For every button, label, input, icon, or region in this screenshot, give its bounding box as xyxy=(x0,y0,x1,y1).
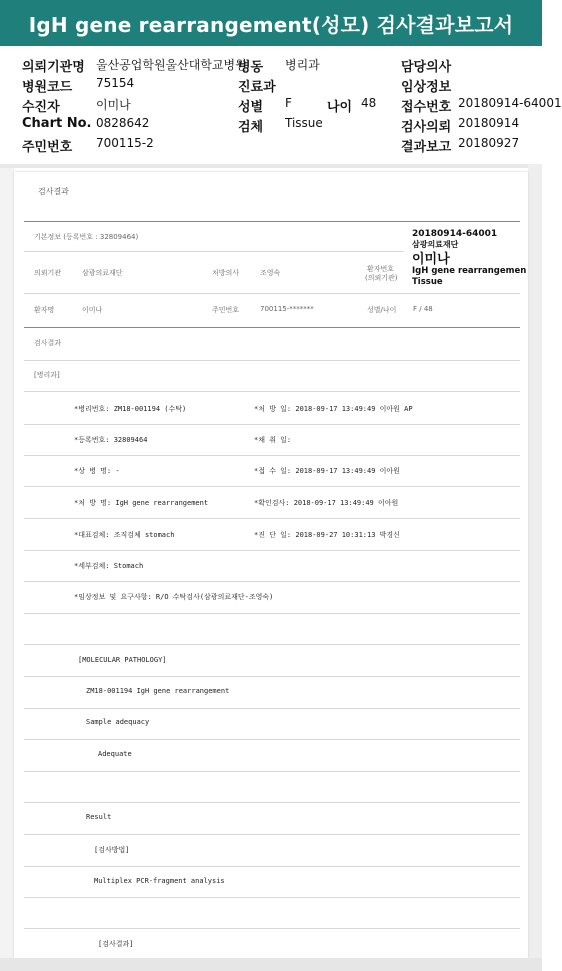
specimen-label: 검체 xyxy=(238,120,264,135)
doc-rule-15 xyxy=(24,708,520,709)
hospital-code-label: 병원코드 xyxy=(22,80,73,95)
chart-no-value: 0828642 xyxy=(96,116,150,130)
doc-rule-13 xyxy=(24,644,520,645)
patient-label: 수진자 xyxy=(22,100,60,115)
field-diag-date: *진 단 일: 2018-09-27 10:31:13 박경신 xyxy=(254,531,400,539)
lab-name: 삼광의료재단 xyxy=(412,240,459,249)
field-detail-specimen: *세부검체: Stomach xyxy=(74,562,144,570)
doc-rule-21 xyxy=(24,897,520,898)
institution-value: 울산공업학원울산대학교병원 xyxy=(96,58,247,72)
sample-adequacy: Sample adequacy xyxy=(86,718,150,726)
row2-name-value: 이미나 xyxy=(82,306,103,314)
page-bottom-gutter xyxy=(0,958,542,971)
specimen-value: Tissue xyxy=(285,116,323,130)
row1-patno-label: 환자번호 xyxy=(367,265,395,273)
ward-label: 병동 xyxy=(238,60,264,75)
field-path-no: *병리번호: ZM18-001194 (수탁) xyxy=(74,405,187,413)
field-rep-specimen: *대표검체: 조직검체 stomach xyxy=(74,531,175,539)
row1-inst-label: 의뢰기관 xyxy=(34,269,62,277)
row1-doctor-value: 조영숙 xyxy=(260,269,281,277)
id-number: 20180914-64001 xyxy=(412,229,498,239)
doc-rule-6 xyxy=(24,424,520,425)
report-date-value: 20180927 xyxy=(458,136,520,150)
left-gutter xyxy=(0,168,14,958)
doc-rule-17 xyxy=(24,771,520,772)
doc-rule-18 xyxy=(24,802,520,803)
ward-value: 병리과 xyxy=(285,58,320,72)
doc-rule-1 xyxy=(24,251,404,252)
right-gutter xyxy=(528,164,542,958)
doc-rule-20 xyxy=(24,866,520,867)
header-row-5 xyxy=(0,136,542,155)
field-order-name: *처 방 명: IgH gene rearrangement xyxy=(74,499,209,507)
header-row-3 xyxy=(0,96,562,115)
row2-rrn-label: 주민번호 xyxy=(212,306,240,314)
field-receipt-date: *접 수 일: 2018-09-17 13:49:49 이아원 xyxy=(254,467,400,475)
header-row-2 xyxy=(0,76,542,95)
method-label: [검사방법] xyxy=(94,846,130,854)
field-order-date: *처 방 일: 2018-09-17 13:49:49 이아원 AP xyxy=(254,405,413,413)
field-clinical: *임상정보 및 요구사항: R/O 수탁검사(삼광의료재단-조영숙) xyxy=(74,593,274,601)
specimen-big: Tissue xyxy=(412,277,443,287)
doc-rule-12 xyxy=(24,613,520,614)
field-reg-no: *등록번호: 32809464 xyxy=(74,436,148,444)
rrn-label: 주민번호 xyxy=(22,140,73,155)
method-value: Multiplex PCR-fragment analysis xyxy=(94,877,225,885)
report-title: IgH gene rearrangement(성모) 검사결과보고서 xyxy=(0,0,542,46)
result-heading: Result xyxy=(86,813,112,821)
dept-label: 진료과 xyxy=(238,80,276,95)
request-value: 20180914 xyxy=(458,116,520,130)
row2-rrn-value: 700115-******* xyxy=(260,305,314,313)
result-bracket-label: [검사결과] xyxy=(98,940,134,948)
receipt-value: 20180914-64001 xyxy=(458,96,562,110)
row2-sexage-value: F / 48 xyxy=(413,305,433,313)
report-date-label: 결과보고 xyxy=(401,140,452,155)
row2-name-label: 환자명 xyxy=(34,306,55,314)
patient-name-big: 이미나 xyxy=(412,252,450,267)
rrn-value: 700115-2 xyxy=(96,136,154,150)
doc-rule-3 xyxy=(24,327,520,328)
sex-label: 성별 xyxy=(238,100,264,115)
doc-rule-5 xyxy=(24,391,520,392)
doc-rule-7 xyxy=(24,455,520,456)
scanned-report-page xyxy=(14,172,528,958)
age-label: 나이 xyxy=(327,100,353,115)
adequate-value: Adequate xyxy=(98,750,132,758)
doc-rule-4 xyxy=(24,360,520,361)
request-label: 검사의뢰 xyxy=(401,120,452,135)
result-label: 검사결과 xyxy=(34,339,62,347)
institution-label: 의뢰기관명 xyxy=(22,60,85,75)
row1-doctor-label: 처방의사 xyxy=(212,269,240,277)
row2-sexage-label: 성별/나이 xyxy=(367,306,397,314)
chart-no-label: Chart No. xyxy=(22,116,92,131)
row1-patno-sub: (의뢰기관) xyxy=(365,274,398,282)
doc-rule-19 xyxy=(24,834,520,835)
field-collect-date: *채 취 일: xyxy=(254,436,292,444)
field-confirm: *확인검사: 2018-09-17 13:49:49 이아원 xyxy=(254,499,399,507)
report-header xyxy=(0,46,562,164)
doc-rule-22 xyxy=(24,928,520,929)
molecular-title: [MOLECULAR PATHOLOGY] xyxy=(78,656,167,664)
clinical-info-label: 임상정보 xyxy=(401,80,452,95)
field-disease: *상 병 명: - xyxy=(74,467,120,475)
row1-inst-value: 삼광의료재단 xyxy=(82,269,123,277)
doc-rule-2 xyxy=(24,293,520,294)
basic-info: 기본정보 (등록번호 : 32809464) xyxy=(34,233,139,241)
age-value: 48 xyxy=(361,96,377,110)
hospital-code-value: 75154 xyxy=(96,76,135,90)
header-row-1 xyxy=(0,56,542,75)
receipt-label: 접수번호 xyxy=(401,100,452,115)
test-name-big: IgH gene rearrangemen xyxy=(412,266,527,276)
doc-section-title: 검사결과 xyxy=(38,187,69,196)
doc-rule-9 xyxy=(24,518,520,519)
doc-rule-16 xyxy=(24,739,520,740)
doc-rule-top xyxy=(24,221,520,222)
doc-rule-14 xyxy=(24,676,520,677)
header-row-4 xyxy=(0,116,542,135)
doctor-label: 담당의사 xyxy=(401,60,452,75)
doc-rule-8 xyxy=(24,486,520,487)
patient-value: 이미나 xyxy=(96,98,131,112)
molecular-line: ZM18-001194 IgH gene rearrangement xyxy=(86,687,230,695)
sex-value: F xyxy=(285,96,292,110)
header-separator xyxy=(0,164,542,168)
doc-rule-10 xyxy=(24,550,520,551)
pathology-label: [병리과] xyxy=(34,371,60,379)
doc-rule-11 xyxy=(24,581,520,582)
